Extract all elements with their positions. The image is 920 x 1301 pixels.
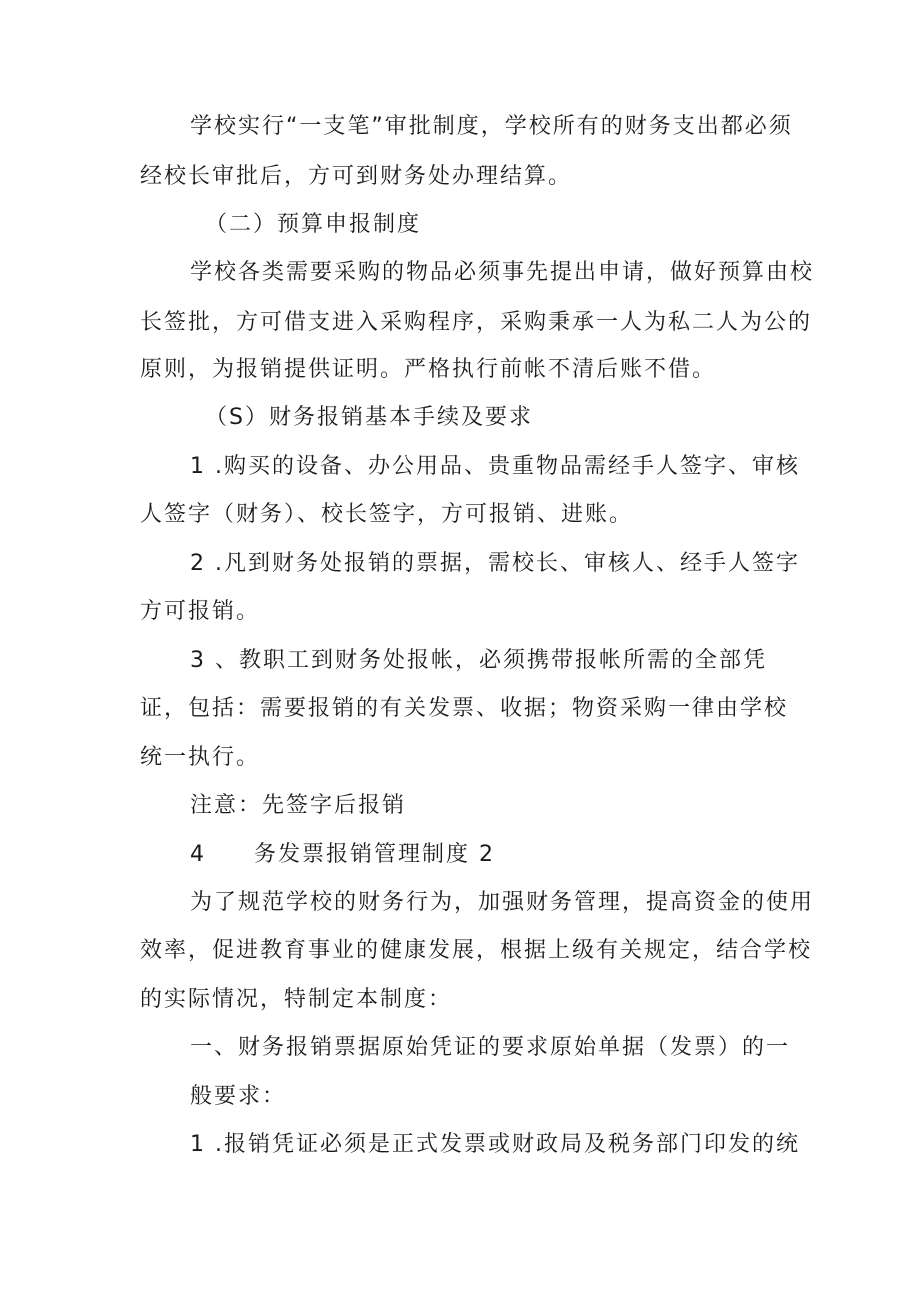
- paragraph-line: 证，包括：需要报销的有关发票、收据；物资采购一律由学校: [140, 696, 789, 721]
- section-heading: （二）预算申报制度: [205, 212, 422, 237]
- paragraph-line: 学校各类需要采购的物品必须事先提出申请，做好预算由校: [190, 260, 815, 285]
- paragraph-line: 1 .购买的设备、办公用品、贵重物品需经手人签字、审核: [190, 454, 800, 479]
- paragraph-line: 方可报销。: [140, 599, 261, 624]
- paragraph-line: 一、财务报销票据原始凭证的要求原始单据（发票）的一: [190, 1035, 791, 1060]
- paragraph-line: 3 、教职工到财务处报帐，必须携带报帐所需的全部凭: [190, 648, 767, 673]
- paragraph-line: 原则，为报销提供证明。严格执行前帐不清后账不借。: [140, 357, 717, 382]
- paragraph-line: 的实际情况，特制定本制度：: [140, 987, 453, 1012]
- paragraph-line: 统一执行。: [140, 745, 261, 770]
- section-heading: 4 务发票报销管理制度 2: [190, 842, 495, 867]
- paragraph-line: 1 .报销凭证必须是正式发票或财政局及税务部门印发的统: [190, 1132, 800, 1157]
- paragraph-line: 经校长审批后，方可到财务处办理结算。: [140, 164, 573, 189]
- paragraph-line: 为了规范学校的财务行为，加强财务管理，提高资金的使用: [190, 890, 815, 915]
- section-heading: （S）财务报销基本手续及要求: [205, 405, 533, 430]
- paragraph-line: 人签字（财务）、校长签字，方可报销、进账。: [140, 502, 634, 527]
- paragraph-line: 2 .凡到财务处报销的票据，需校长、审核人、经手人签字: [190, 551, 800, 576]
- note-line: 注意：先签字后报销: [190, 793, 407, 818]
- paragraph-line: 效率，促进教育事业的健康发展，根据上级有关规定，结合学校: [140, 938, 813, 963]
- paragraph-line: 般要求：: [190, 1084, 287, 1109]
- paragraph-line: 学校实行“一支笔”审批制度，学校所有的财务支出都必须: [190, 114, 793, 139]
- paragraph-line: 长签批，方可借支进入采购程序，采购秉承一人为私二人为公的: [140, 310, 813, 335]
